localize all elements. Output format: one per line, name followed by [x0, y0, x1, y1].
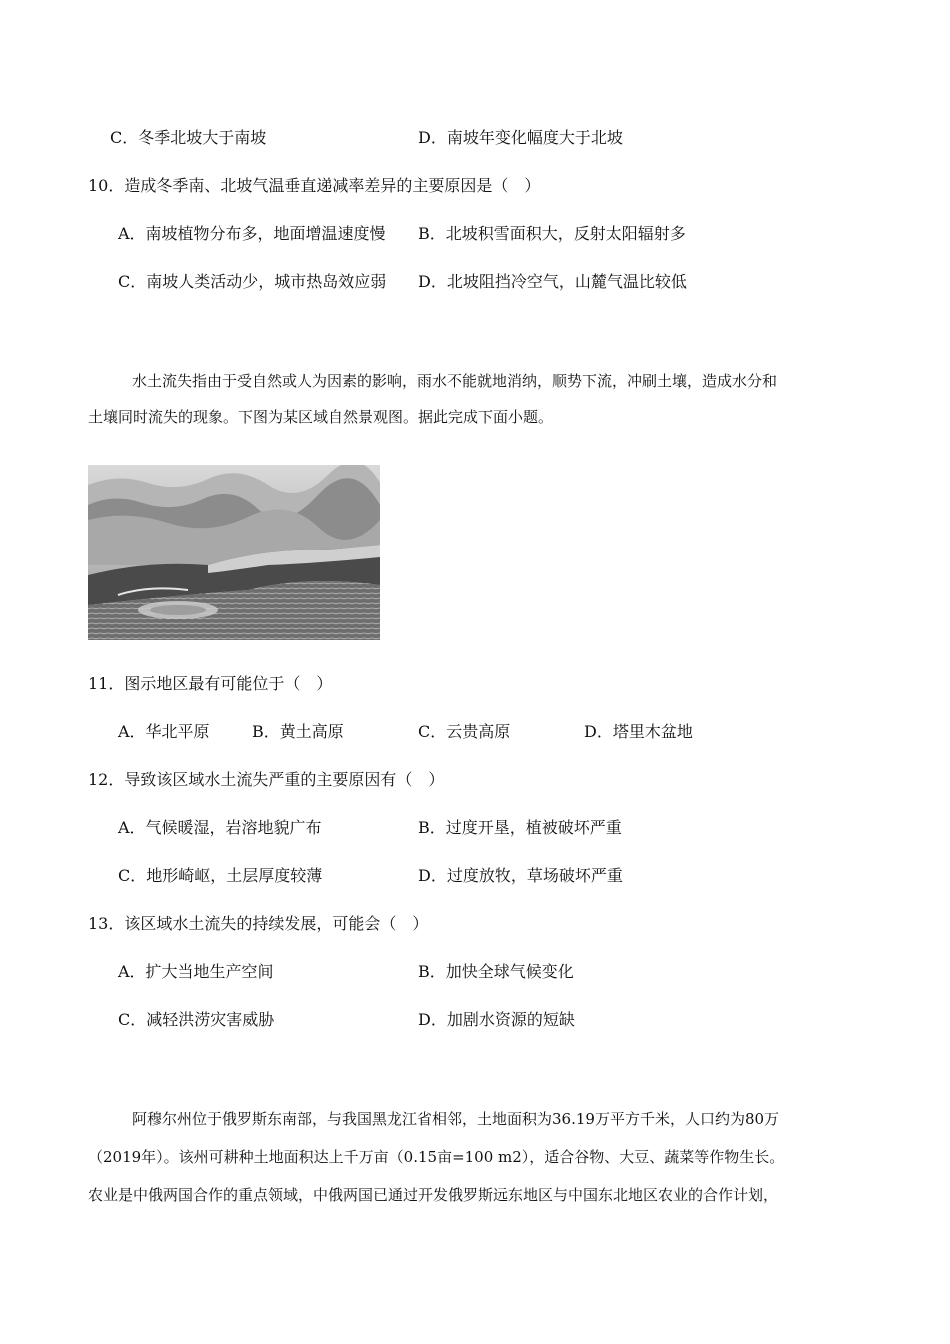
q13-option-d: D．加剧水资源的短缺	[418, 1010, 575, 1029]
passage-line: 农业是中俄两国合作的重点领域，中俄两国已通过开发俄罗斯远东地区与中国东北地区农业的合作计划，	[88, 1186, 779, 1204]
q13-option-a: A．扩大当地生产空间	[118, 962, 274, 981]
q12-stem: 12．导致该区域水土流失严重的主要原因有（ ）	[88, 770, 445, 789]
q10-option-d: D．北坡阻挡冷空气，山麓气温比较低	[418, 272, 687, 291]
passage-line: 阿穆尔州位于俄罗斯东南部，与我国黑龙江省相邻，土地面积为36.19万平方千米，人口约为80万	[132, 1110, 780, 1128]
q13-option-c: C．减轻洪涝灾害威胁	[118, 1010, 275, 1029]
q12-option-c: C．地形崎岖，土层厚度较薄	[118, 866, 323, 885]
q11-option-d: D．塔里木盆地	[584, 722, 693, 741]
q10-option-c: C．南坡人类活动少，城市热岛效应弱	[118, 272, 387, 291]
q10-option-b: B．北坡积雪面积大，反射太阳辐射多	[418, 224, 686, 243]
q11-stem: 11．图示地区最有可能位于（ ）	[88, 674, 333, 693]
q13-option-b: B．加快全球气候变化	[418, 962, 574, 981]
passage-line: （2019年）。该州可耕种土地面积达上千万亩（0.15亩=100 m2），适合谷物、大豆、蔬菜等作物生长。	[88, 1148, 785, 1166]
landscape-photo	[88, 465, 380, 640]
q9-option-c: C．冬季北坡大于南坡	[110, 128, 267, 147]
q11-option-b: B．黄土高原	[252, 722, 344, 741]
q10-option-a: A．南坡植物分布多，地面增温速度慢	[118, 224, 386, 243]
q12-option-b: B．过度开垦，植被破坏严重	[418, 818, 622, 837]
passage-line: 水土流失指由于受自然或人为因素的影响，雨水不能就地消纳，顺势下流，冲刷土壤，造成水分和	[132, 372, 778, 390]
q9-option-d: D．南坡年变化幅度大于北坡	[418, 128, 623, 147]
q12-option-d: D．过度放牧，草场破坏严重	[418, 866, 623, 885]
q11-option-a: A．华北平原	[118, 722, 210, 741]
q11-option-c: C．云贵高原	[418, 722, 511, 741]
q12-option-a: A．气候暖湿，岩溶地貌广布	[118, 818, 322, 837]
passage-line: 土壤同时流失的现象。下图为某区域自然景观图。据此完成下面小题。	[88, 408, 554, 426]
q10-stem: 10．造成冬季南、北坡气温垂直递减率差异的主要原因是（ ）	[88, 176, 541, 195]
q13-stem: 13．该区域水土流失的持续发展，可能会（ ）	[88, 914, 429, 933]
